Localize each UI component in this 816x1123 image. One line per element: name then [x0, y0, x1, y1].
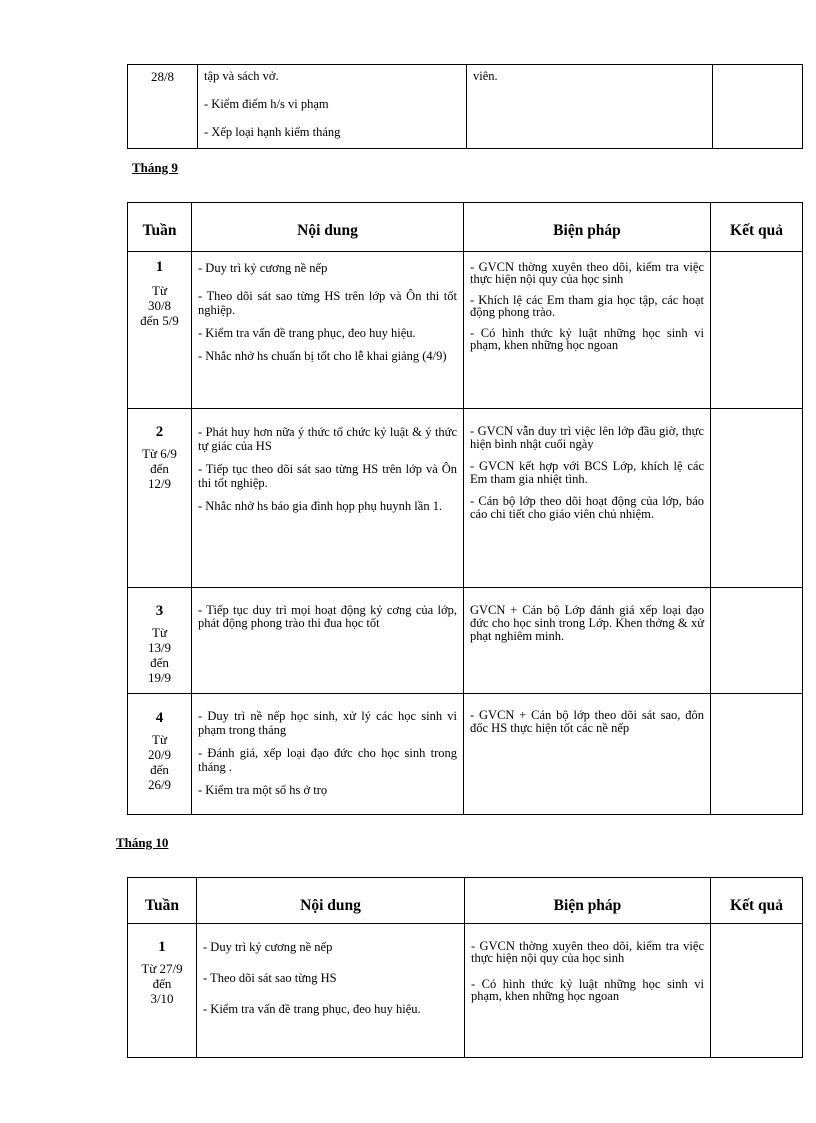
measures-cell [464, 409, 711, 588]
content-line: - Tiếp tục theo dõi sát sao từng HS trên lớp và Ôn thi tốt nghiệp. [198, 462, 457, 490]
content-cell [192, 252, 464, 409]
content-line: - Kiểm tra một số hs ở trọ [198, 783, 328, 797]
content-cell [192, 409, 464, 588]
content-line: - Duy trì nề nếp học sinh, xử lý các học sinh vi phạm trong tháng [198, 709, 457, 737]
measure-line: - Có hình thức kỷ luật những học sinh vi phạm, khen những học ngoan [470, 326, 704, 352]
content-line: - Tiếp tục duy trì mọi hoạt động kỷ cơng của lớp, phát động phong trào thi đua học tốt [198, 603, 457, 630]
week-date: 26/9 [147, 777, 172, 792]
week-cell [128, 65, 198, 149]
week-date: 19/9 [147, 670, 172, 685]
content-line: tập và sách vở. [204, 69, 279, 83]
week-date: đến [150, 655, 169, 670]
week-date: Từ [152, 625, 167, 640]
week-cell [128, 694, 192, 815]
week-date: 3/10 [150, 991, 174, 1006]
measure-line: - GVCN + Cán bộ lớp theo dõi sát sao, đôn đốc HS thực hiện tốt các nề nếp [470, 708, 704, 735]
week-date: đến 5/9 [140, 313, 179, 328]
week-cell [128, 409, 192, 588]
week-number: 4 [155, 710, 164, 726]
week-date: 13/9 [147, 640, 172, 655]
result-cell [713, 65, 803, 149]
week-date: 20/9 [147, 747, 172, 762]
measure-line: GVCN + Cán bộ Lớp đánh giá xếp loại đạo đức cho học sinh trong Lớp. Khen thởng & xử phạt nghiêm minh. [470, 603, 704, 643]
top-fragment-table [127, 64, 803, 149]
month-heading-september: Tháng 9 [132, 160, 178, 175]
week-date: Từ [152, 283, 167, 298]
header-content: Nội dung [197, 878, 465, 924]
week-date: đến [152, 976, 172, 991]
week-date: Từ 6/9 [142, 446, 177, 461]
content-line: - Theo dõi sát sao từng HS trên lớp và Ôn thi tốt nghiệp. [198, 289, 457, 317]
week-cell [128, 924, 197, 1058]
content-line: - Theo dõi sát sao từng HS [203, 971, 337, 985]
content-line: - Duy trì kỷ cương nề nếp [198, 261, 328, 275]
header-result: Kết quả [711, 203, 803, 252]
content-line: - Kiểm điểm h/s vi phạm [204, 97, 329, 111]
week-date: 28/8 [150, 69, 175, 84]
month-heading-october: Tháng 10 [116, 835, 169, 850]
result-cell [711, 694, 803, 815]
measure-line: - GVCN kết hợp với BCS Lớp, khích lệ các Em tham gia nhiệt tình. [470, 459, 704, 486]
content-line: - Nhắc nhở hs chuẩn bị tốt cho lễ khai giảng (4/9) [198, 349, 447, 363]
result-cell [711, 924, 803, 1058]
october-table [127, 877, 803, 1058]
week-date: 30/8 [147, 298, 172, 313]
measures-cell [464, 694, 711, 815]
week-date: đến [150, 762, 169, 777]
content-cell [192, 588, 464, 694]
measure-line: - GVCN vẫn duy trì việc lên lớp đầu giờ, thực hiện bình nhật cuối ngày [470, 424, 704, 451]
measure-line: - Có hình thức kỷ luật những học sinh vi phạm, khen những học ngoan [471, 977, 704, 1003]
content-line: - Phát huy hơn nữa ý thức tổ chức kỷ luật & ý thức tự giác của HS [198, 425, 457, 453]
measure-line: viên. [473, 69, 498, 83]
measures-cell [467, 65, 713, 149]
week-date: 12/9 [147, 476, 172, 491]
week-number: 2 [155, 424, 164, 440]
measures-cell [464, 588, 711, 694]
week-date: Từ 27/9 [141, 961, 183, 976]
header-measures: Biện pháp [464, 203, 711, 252]
measure-line: - GVCN thờng xuyên theo dõi, kiểm tra việc thực hiện nội quy của học sinh [470, 260, 704, 286]
week-cell [128, 588, 192, 694]
content-line: - Xếp loại hạnh kiểm tháng [204, 125, 341, 139]
measure-line: - Khích lệ các Em tham gia học tập, các hoạt động phong trào. [470, 293, 704, 319]
september-table [127, 202, 803, 815]
result-cell [711, 409, 803, 588]
content-line: - Đánh giá, xếp loại đạo đức cho học sinh trong tháng . [198, 746, 457, 774]
content-cell [192, 694, 464, 815]
week-number: 1 [158, 939, 166, 955]
week-cell [128, 252, 192, 409]
measures-cell [464, 252, 711, 409]
measure-line: - Cán bộ lớp theo dõi hoạt động của lớp, báo cáo chi tiết cho giáo viên chủ nhiệm. [470, 494, 704, 521]
measure-line: - GVCN thờng xuyên theo dõi, kiểm tra việc thực hiện nội quy của học sinh [471, 939, 704, 965]
content-line: - Kiểm tra vấn đề trang phục, đeo huy hiệu. [203, 1002, 421, 1016]
content-line: - Nhắc nhở hs báo gia đình họp phụ huynh lần 1. [198, 499, 443, 513]
header-result: Kết quả [711, 878, 803, 924]
week-date: đến [150, 461, 169, 476]
header-week: Tuần [128, 878, 197, 924]
week-date: Từ [152, 732, 167, 747]
header-week: Tuần [128, 203, 192, 252]
content-line: - Kiểm tra vấn đề trang phục, đeo huy hiệu. [198, 326, 416, 340]
content-line: - Duy trì kỷ cương nề nếp [203, 940, 333, 954]
header-content: Nội dung [192, 203, 464, 252]
result-cell [711, 588, 803, 694]
content-cell [198, 65, 467, 149]
measures-cell [465, 924, 711, 1058]
week-number: 1 [155, 259, 164, 275]
header-measures: Biện pháp [465, 878, 711, 924]
result-cell [711, 252, 803, 409]
week-number: 3 [155, 603, 164, 619]
content-cell [197, 924, 465, 1058]
